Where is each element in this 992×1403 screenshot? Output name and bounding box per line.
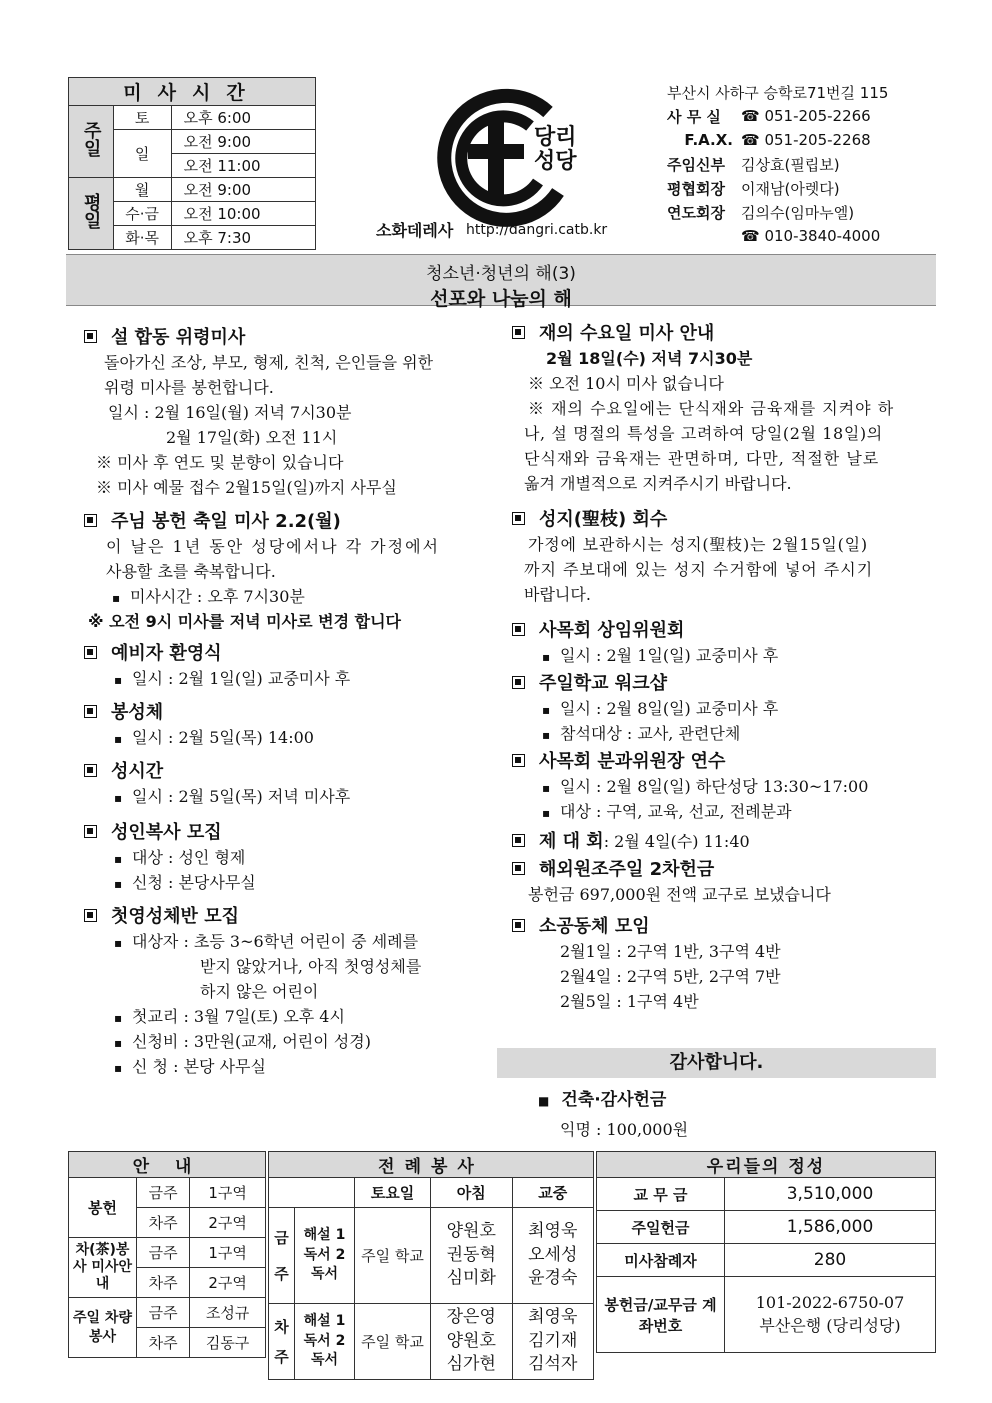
office-label: 사 무 실 — [667, 107, 721, 126]
logo-text-1: 당리 — [534, 125, 577, 150]
thanks-detail: 익명 : 100,000원 — [560, 1120, 689, 1139]
offering-table — [596, 1151, 936, 1353]
guide-week: 금주 — [137, 1178, 190, 1208]
guide-title: 안 내 — [69, 1152, 266, 1178]
address: 부산시 사하구 승학로71번길 115 — [667, 83, 889, 102]
liturgy-table — [268, 1151, 594, 1380]
text-line: ▪ 신청 : 본당사무실 — [84, 870, 494, 895]
square-bullet-icon — [512, 512, 525, 525]
offering-label: 미사참례자 — [597, 1244, 725, 1277]
section-title: 재의 수요일 미사 안내 — [512, 318, 938, 346]
council-label: 평협회장 — [667, 179, 725, 198]
church-logo — [430, 82, 580, 232]
week-label: 금주 — [269, 1208, 295, 1304]
text-line: 바랍니다. — [524, 585, 591, 604]
text-line: 가정에 보관하시는 성지(聖枝)는 2월15일(일) — [528, 535, 868, 554]
pastor-name: 김상효(필립보) — [741, 155, 840, 174]
banner-line-2: 선포와 나눔의 해 — [430, 288, 572, 310]
guide-value: 1구역 — [190, 1238, 266, 1268]
section-title: 주일학교 워크샵 — [512, 668, 938, 696]
text-line: ▪ 일시 : 2월 8일(일) 교중미사 후 — [512, 696, 938, 721]
section-title: 해외원조주일 2차헌금 — [512, 854, 938, 882]
left-column — [84, 322, 494, 1079]
section-title: 제 대 회 : 2월 4일(수) 11:40 — [512, 826, 938, 854]
guide-value: 조성규 — [190, 1298, 266, 1328]
text-line: 이 날은 1년 동안 성당에서나 각 가정에서 — [106, 537, 440, 556]
text-line: ▪ 대상 : 구역, 교육, 선교, 전례분과 — [512, 799, 938, 824]
square-bullet-icon — [84, 514, 97, 527]
account-info: 101-2022-6750-07 부산은행 (당리성당) — [725, 1277, 936, 1353]
guide-value: 2구역 — [190, 1268, 266, 1298]
square-bullet-icon — [512, 754, 525, 767]
roles: 해설 1독서 2독서 — [295, 1304, 355, 1380]
square-bullet-icon — [512, 623, 525, 636]
logo-text-2: 성당 — [534, 149, 577, 174]
text-line: 사용할 초를 축복합니다. — [106, 562, 276, 581]
square-bullet-icon — [512, 326, 525, 339]
mass-time: 오전 9:00 — [171, 130, 315, 154]
morning-names: 장은영 양원호 심가현 — [431, 1304, 513, 1380]
text-line: 까지 주보대에 있는 성지 수거함에 넣어 주시기 — [524, 560, 874, 579]
text-line: 2월4일 : 2구역 5반, 2구역 7반 — [560, 967, 781, 986]
text-line: ▪ 일시 : 2월 1일(일) 교중미사 후 — [84, 666, 494, 691]
square-bullet-icon — [84, 330, 97, 343]
mass-day: 화·목 — [113, 226, 171, 250]
section-title: 봉성체 — [84, 697, 494, 725]
guide-week: 차주 — [137, 1268, 190, 1298]
text-line: ▪ 일시 : 2월 5일(목) 14:00 — [84, 725, 494, 750]
mass-day: 수·금 — [113, 202, 171, 226]
guide-table — [68, 1151, 266, 1358]
liturgy-title: 전례봉사 — [269, 1152, 594, 1178]
theme-banner — [66, 254, 936, 310]
offering-title: 우리들의 정성 — [597, 1152, 936, 1178]
weekday-label: 평일 — [69, 178, 114, 250]
text-line: ※ 재의 수요일에는 단식재와 금육재를 지켜야 하 — [528, 399, 895, 418]
guide-week: 차주 — [137, 1208, 190, 1238]
contact-info — [667, 80, 967, 248]
text-line: ▪ 신 청 : 본당 사무실 — [84, 1054, 494, 1079]
saturday-group: 주일 학교 — [355, 1304, 431, 1380]
text-line: ▪ 신청비 : 3만원(교재, 어린이 성경) — [84, 1029, 494, 1054]
text-line: ※ 오전 10시 미사 없습니다 — [528, 374, 724, 393]
account-label: 봉헌금/교무금 계좌번호 — [597, 1277, 725, 1353]
square-bullet-icon — [512, 919, 525, 932]
square-bullet-icon — [84, 764, 97, 777]
mass-day: 일 — [113, 130, 171, 178]
union-label: 연도회장 — [667, 203, 725, 222]
guide-value: 김동구 — [190, 1328, 266, 1358]
office-phone: ☎ 051-205-2266 — [741, 107, 871, 125]
pastor-label: 주임신부 — [667, 155, 725, 174]
banner-line-1: 청소년·청년의 해(3) — [426, 264, 576, 284]
guide-value: 1구역 — [190, 1178, 266, 1208]
text-line: 돌아가신 조상, 부모, 형제, 친척, 은인들을 위한 — [104, 353, 434, 372]
right-column — [512, 318, 938, 1014]
section-title: 예비자 환영식 — [84, 638, 494, 666]
text-line: 옮겨 개별적으로 지켜주시기 바랍니다. — [524, 474, 792, 493]
section-title: 소공동체 모임 — [512, 911, 938, 939]
text-line: 위령 미사를 봉헌합니다. — [104, 378, 274, 397]
thanks-item: ■ 건축·감사헌금 — [538, 1090, 667, 1110]
morning-names: 양원호 권동혁 심미화 — [431, 1208, 513, 1304]
website-link[interactable]: http://dangri.catb.kr — [466, 222, 608, 238]
section-title: 설 합동 위령미사 — [84, 322, 494, 350]
square-bullet-icon — [84, 705, 97, 718]
section-title: 사목회 분과위원장 연수 — [512, 746, 938, 774]
offering-value: 1,586,000 — [725, 1211, 936, 1244]
offering-label: 주일헌금 — [597, 1211, 725, 1244]
text-line: ※ 미사 예물 접수 2월15일(일)까지 사무실 — [96, 478, 397, 497]
mass-time: 오후 6:00 — [171, 106, 315, 130]
union-phone: ☎ 010-3840-4000 — [741, 227, 881, 245]
saturday-group: 주일 학교 — [355, 1208, 431, 1304]
sunday-label: 주일 — [69, 106, 114, 178]
text-line: ※ 미사 후 연도 및 분향이 있습니다 — [96, 453, 344, 472]
mass-time: 오전 11:00 — [171, 154, 315, 178]
guide-value: 2구역 — [190, 1208, 266, 1238]
section-title: 성인복사 모집 — [84, 817, 494, 845]
fax-number: ☎ 051-205-2268 — [741, 131, 871, 149]
text-line: ※ 오전 9시 미사를 저녁 미사로 변경 합니다 — [88, 612, 401, 631]
guide-week: 금주 — [137, 1298, 190, 1328]
offering-label: 교 무 금 — [597, 1178, 725, 1211]
mass-time: 오전 9:00 — [171, 178, 315, 202]
guide-week: 금주 — [137, 1238, 190, 1268]
text-line: 일시 : 2월 16일(월) 저녁 7시30분 — [108, 403, 352, 422]
mass-day: 월 — [113, 178, 171, 202]
patron-name: 소화데레사 — [376, 221, 454, 240]
roles: 해설 1독서 2독서 — [295, 1208, 355, 1304]
week-label: 차주 — [269, 1304, 295, 1380]
text-line: ▪ 일시 : 2월 5일(목) 저녁 미사후 — [84, 784, 494, 809]
mass-day: 토 — [113, 106, 171, 130]
mass-times-table — [68, 77, 316, 250]
text-line: 나, 설 명절의 특성을 고려하여 당일(2월 18일)의 — [524, 424, 883, 443]
text-line: 봉헌금 697,000원 전액 교구로 보냈습니다 — [528, 885, 831, 904]
col-header: 토요일 — [355, 1178, 431, 1208]
square-bullet-icon — [512, 834, 525, 847]
text-line: 2월5일 : 1구역 4반 — [560, 992, 699, 1011]
text-line: 하지 않은 어린이 — [200, 982, 319, 1001]
square-bullet-icon — [84, 825, 97, 838]
section-title: 성지(聖枝) 회수 — [512, 504, 938, 532]
text-line: ▪ 첫교리 : 3월 7일(토) 오후 4시 — [84, 1004, 494, 1029]
offering-value: 3,510,000 — [725, 1178, 936, 1211]
text-line: ▪ 참석대상 : 교사, 관련단체 — [512, 721, 938, 746]
section-title: 사목회 상임위원회 — [512, 615, 938, 643]
text-line: ▪ 대상자 : 초등 3~6학년 어린이 중 세례를 — [84, 929, 494, 954]
guide-category: 봉헌 — [69, 1178, 137, 1238]
guide-week: 차주 — [137, 1328, 190, 1358]
text-line: ▪ 미사시간 : 오후 7시30분 — [84, 584, 494, 609]
guide-category: 차(茶)봉사 미사안내 — [69, 1238, 137, 1298]
main-names: 최영욱 오세성 윤경숙 — [512, 1208, 594, 1304]
council-name: 이재남(아렛다) — [741, 179, 840, 198]
section-title: 주님 봉헌 축일 미사 2.2(월) — [84, 506, 494, 534]
col-header: 아침 — [431, 1178, 513, 1208]
square-bullet-icon — [512, 862, 525, 875]
text-line: 2월 17일(화) 오전 11시 — [166, 428, 338, 447]
text-line: 2월1일 : 2구역 1반, 3구역 4반 — [560, 942, 781, 961]
square-bullet-icon — [84, 909, 97, 922]
text-line: ▪ 대상 : 성인 형제 — [84, 845, 494, 870]
guide-category: 주일 차량봉사 — [69, 1298, 137, 1358]
text-line: 단식재와 금육재는 관면하며, 다만, 적절한 날로 — [524, 449, 880, 468]
mass-time: 오후 7:30 — [171, 226, 315, 250]
text-line: 받지 않았거나, 아직 첫영성체를 — [200, 957, 422, 976]
section-title: 성시간 — [84, 756, 494, 784]
union-name: 김의수(임마누엘) — [741, 203, 855, 222]
main-names: 최영욱 김기재 김석자 — [512, 1304, 594, 1380]
mass-time: 오전 10:00 — [171, 202, 315, 226]
square-bullet-icon — [84, 646, 97, 659]
square-bullet-icon — [512, 676, 525, 689]
text-line: ▪ 일시 : 2월 8일(일) 하단성당 13:30~17:00 — [512, 774, 938, 799]
col-header: 교중 — [512, 1178, 594, 1208]
section-title: 첫영성체반 모집 — [84, 901, 494, 929]
thanks-heading: 감사합니다. — [497, 1048, 936, 1078]
text-line: ▪ 일시 : 2월 1일(일) 교중미사 후 — [512, 643, 938, 668]
text-line: 2월 18일(수) 저녁 7시30분 — [546, 349, 753, 368]
mass-times-title: 미사시간 — [69, 78, 316, 106]
offering-value: 280 — [725, 1244, 936, 1277]
fax-label: F.A.X. — [684, 131, 733, 149]
